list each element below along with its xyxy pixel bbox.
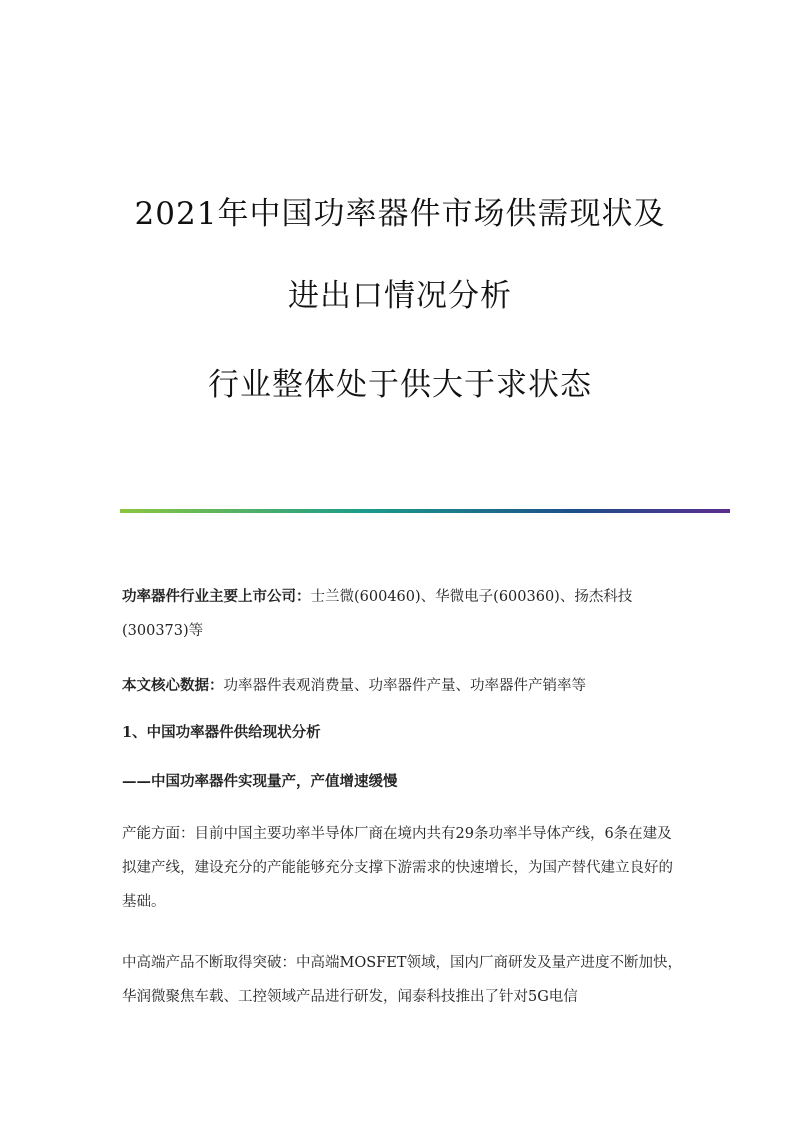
body-paragraph-breakthrough: 中高端产品不断取得突破：中高端MOSFET领域，国内厂商研发及量产进度不断加快，华润微聚焦车载、工控领域产品进行研发，闻泰科技推出了针对5G电信 bbox=[122, 955, 682, 1005]
listed-companies-paragraph bbox=[122, 580, 682, 648]
core-data-label: 本文核心数据： bbox=[122, 677, 224, 694]
section-subheading: ——中国功率器件实现量产，产值增速缓慢 bbox=[122, 773, 398, 790]
core-data-paragraph bbox=[122, 669, 682, 703]
title-line-2: 进出口情况分析 bbox=[288, 278, 512, 314]
title-line-3: 行业整体处于供大于求状态 bbox=[208, 367, 592, 403]
core-data-text: 功率器件表观消费量、功率器件产量、功率器件产销率等 bbox=[223, 678, 586, 694]
listed-companies-text: 士兰微(600460)、华微电子(600360)、扬杰科技(300373)等 bbox=[122, 589, 633, 639]
gradient-divider bbox=[120, 509, 730, 513]
title-line-1: 2021年中国功率器件市场供需现状及 bbox=[134, 196, 666, 232]
listed-companies-label: 功率器件行业主要上市公司： bbox=[122, 588, 311, 605]
body-paragraph-capacity: 产能方面：目前中国主要功率半导体厂商在境内共有29条功率半导体产线，6条在建及拟建产线，建设充分的产能能够充分支撑下游需求的快速增长，为国产替代建立良好的基础。 bbox=[122, 826, 673, 910]
section-heading: 1、中国功率器件供给现状分析 bbox=[122, 724, 321, 741]
